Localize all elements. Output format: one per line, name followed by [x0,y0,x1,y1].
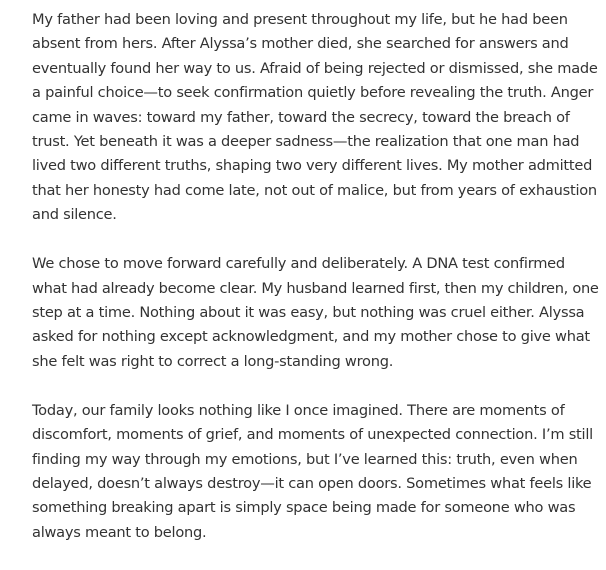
text-line: finding my way through my emotions, but I’ve learned this: truth, even when [32,450,578,468]
text-line: what had already become clear. My husband learned first, then my children, one [32,279,599,297]
text-line: delayed, doesn’t always destroy—it can open doors. Sometimes what feels like [32,474,592,492]
text-line: step at a time. Nothing about it was easy, but nothing was cruel either. Alyssa [32,303,585,321]
paragraph-1 [32,8,598,228]
text-line: We chose to move forward carefully and deliberately. A DNA test confirmed [32,255,565,273]
text-line: that her honesty had come late, not out of malice, but from years of exhaustion [32,181,597,199]
text-line: Today, our family looks nothing like I once imagined. There are moments of [32,401,565,419]
article-body [32,8,599,570]
text-line: eventually found her way to us. Afraid of being rejected or dismissed, she made [32,59,598,77]
text-line: something breaking apart is simply space being made for someone who was [32,499,576,517]
text-line: came in waves: toward my father, toward the secrecy, toward the breach of [32,108,570,126]
paragraph-2 [32,252,599,374]
paragraph-3 [32,399,592,545]
text-line: and silence. [32,206,117,224]
text-line: lived two different truths, shaping two very different lives. My mother admitted [32,157,593,175]
text-line: always meant to belong. [32,523,207,541]
text-line: My father had been loving and present throughout my life, but he had been [32,11,568,28]
text-line: trust. Yet beneath it was a deeper sadness—the realization that one man had [32,133,580,151]
text-line: she felt was right to correct a long-standing wrong. [32,352,394,370]
text-line: a painful choice—to seek confirmation quietly before revealing the truth. Anger [32,84,594,102]
text-line: absent from hers. After Alyssa’s mother died, she searched for answers and [32,35,569,53]
text-line: discomfort, moments of grief, and moments of unexpected connection. I’m still [32,426,593,444]
text-line: asked for nothing except acknowledgment, and my mother chose to give what [32,328,590,346]
